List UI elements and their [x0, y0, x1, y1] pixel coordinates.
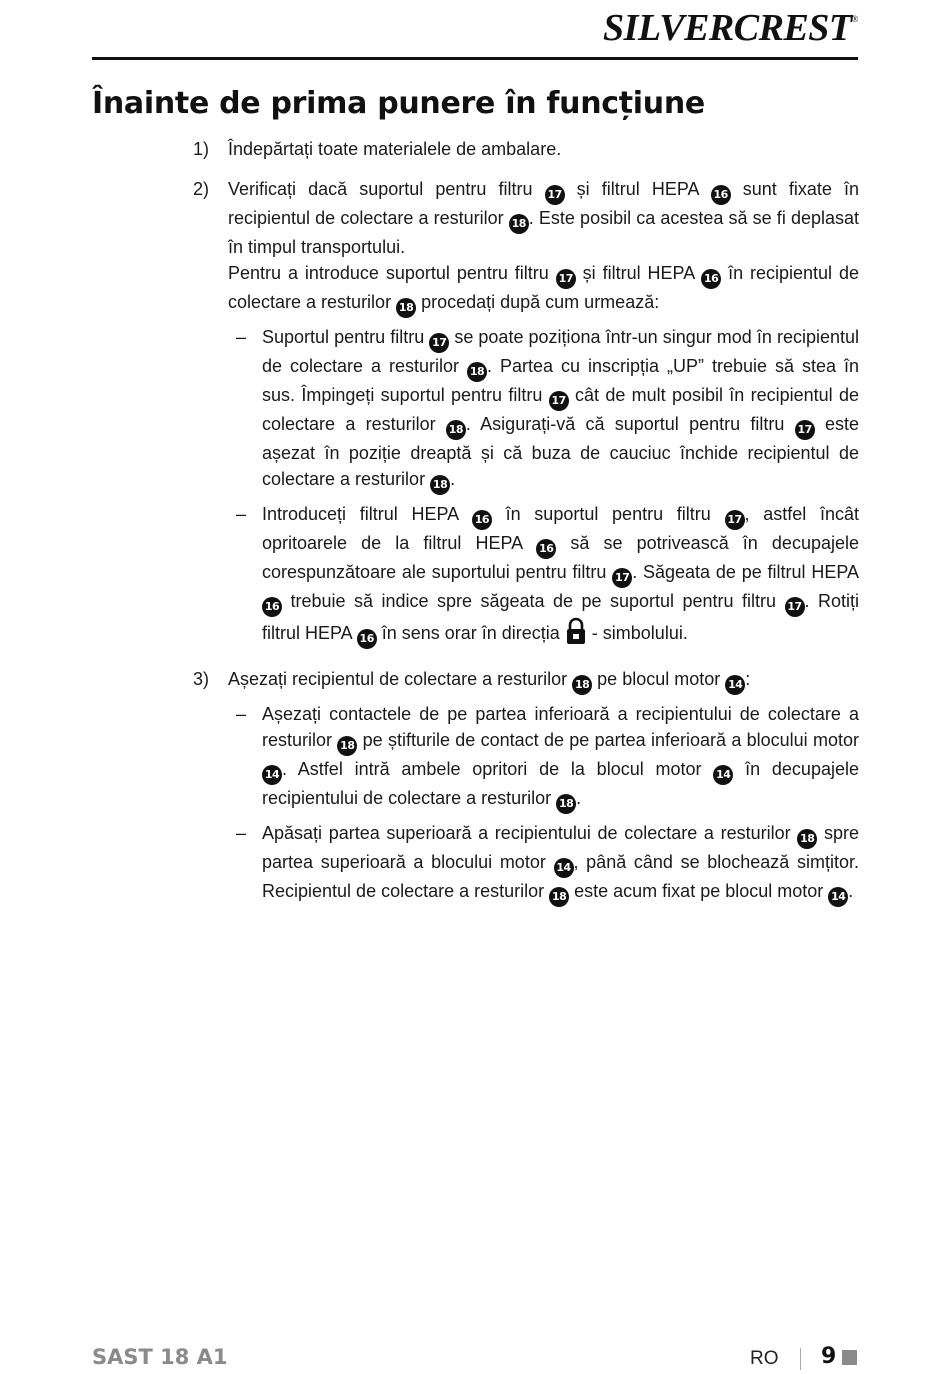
- ref-18-icon: 18: [509, 214, 529, 234]
- ref-17-icon: 17: [549, 391, 569, 411]
- ref-18-icon: 18: [572, 675, 592, 695]
- step-number: 1): [193, 139, 210, 159]
- ref-16-icon: 16: [536, 539, 556, 559]
- brand-logo: SILVERCREST®: [603, 7, 858, 49]
- lock-icon: [565, 617, 587, 652]
- ref-17-icon: 17: [429, 333, 449, 353]
- ref-18-icon: 18: [396, 298, 416, 318]
- ref-18-icon: 18: [556, 794, 576, 814]
- step-3: [193, 666, 859, 907]
- step-paragraph: Așezați recipientul de colectare a resturilor 18 pe blocul motor 14 :: [228, 666, 859, 695]
- ref-18-icon: 18: [467, 362, 487, 382]
- ref-17-icon: 17: [545, 185, 565, 205]
- ref-16-icon: 16: [711, 185, 731, 205]
- ref-16-icon: 16: [472, 510, 492, 530]
- ref-16-icon: 16: [701, 269, 721, 289]
- steps-list: [193, 136, 859, 921]
- step-paragraph: Verificați dacă suportul pentru filtru 17 și filtrul HEPA 16 sunt fixate în recipientul de colectare a resturilor 18 . Este posibil ca acestea să se fi deplasat în timpul transportului.: [228, 179, 859, 257]
- ref-17-icon: 17: [556, 269, 576, 289]
- bullet-list: [228, 701, 859, 907]
- bullet-item: – Apăsați partea superioară a recipientului de colectare a resturilor 18 spre partea superioară a blocului motor 14 , până când se blochează simțitor. Recipientul de colectare a resturilor 18 este acum fixat pe blocul motor 14 .: [228, 820, 859, 907]
- ref-14-icon: 14: [554, 858, 574, 878]
- bullet-item: – Introduceți filtrul HEPA 16 în suportul pentru filtru 17 , astfel încât opritoarele de la filtrul HEPA 16 să se potrivească în decupajele corespunzătoare ale suportului pentru filtru 17 . Săgeata de pe filtrul HEPA 16 trebuie să indice spre săgeata de pe suportul pentru filtru 17 . Rotiți filtrul HEPA 16 în sens orar în direcția - simbolului.: [228, 501, 859, 652]
- ref-14-icon: 14: [262, 765, 282, 785]
- page-number: 9: [821, 1344, 837, 1369]
- ref-18-icon: 18: [337, 736, 357, 756]
- bullet-item: – Suportul pentru filtru 17 se poate poziționa într-un singur mod în recipientul de colectare a resturilor 18 . Partea cu inscripția „UP” trebuie să stea în sus. Împingeți suportul pentru filtru 17 cât de mult posibil în recipientul de colectare a resturilor 18 . Asigurați-vă că suportul pentru filtru 17 este așezat în poziție dreaptă și că buza de cauciuc închide recipientul de colectare a resturilor 18 .: [228, 324, 859, 495]
- ref-18-icon: 18: [549, 887, 569, 907]
- step-2: [193, 176, 859, 652]
- ref-17-icon: 17: [612, 568, 632, 588]
- header-rule: [92, 57, 858, 60]
- ref-14-icon: 14: [828, 887, 848, 907]
- step-text: Îndepărtați toate materialele de ambalare.: [228, 139, 562, 159]
- ref-17-icon: 17: [795, 420, 815, 440]
- footer-model: SAST 18 A1: [92, 1345, 228, 1369]
- ref-17-icon: 17: [725, 510, 745, 530]
- bullet-item: – Așezați contactele de pe partea inferioară a recipientului de colectare a resturilor 18 pe știfturile de contact de pe partea inferioară a blocului motor 14 . Astfel intră ambele opritori de la blocul motor 14 în decupajele recipientului de colectare a resturilor 18 .: [228, 701, 859, 814]
- ref-18-icon: 18: [797, 829, 817, 849]
- ref-16-icon: 16: [262, 597, 282, 617]
- step-1: [193, 136, 859, 162]
- ref-18-icon: 18: [446, 420, 466, 440]
- bullet-list: [228, 324, 859, 652]
- ref-14-icon: 14: [725, 675, 745, 695]
- step-number: 2): [193, 179, 210, 199]
- ref-16-icon: 16: [357, 629, 377, 649]
- footer-language: RO: [750, 1348, 779, 1369]
- ref-14-icon: 14: [713, 765, 733, 785]
- page-marker-icon: [842, 1350, 857, 1365]
- page-title: Înainte de prima punere în funcțiune: [92, 86, 705, 121]
- step-number: 3): [193, 669, 210, 689]
- ref-18-icon: 18: [430, 475, 450, 495]
- step-paragraph: Pentru a introduce suportul pentru filtru 17 și filtrul HEPA 16 în recipientul de colectare a resturilor 18 procedați după cum urmează:: [228, 260, 859, 318]
- footer-divider: [800, 1348, 801, 1370]
- ref-17-icon: 17: [785, 597, 805, 617]
